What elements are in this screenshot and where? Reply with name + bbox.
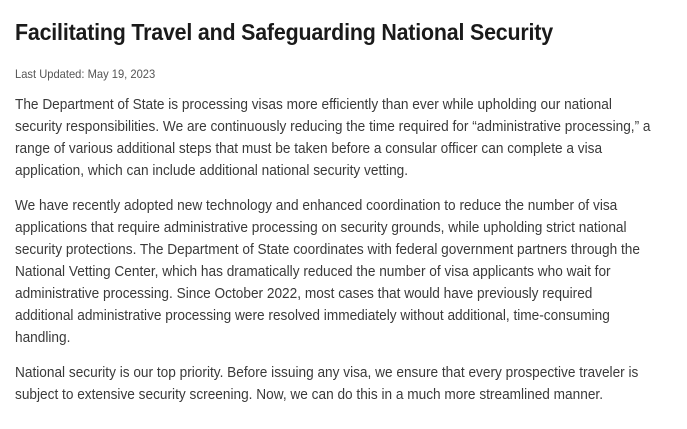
article-body <box>15 94 675 406</box>
paragraph-3: National security is our top priority. Before issuing any visa, we ensure that every prospective traveler is subject to extensive security screening. Now, we can do this in a much more streamlined manner. <box>15 364 639 403</box>
last-updated-date: Last Updated: May 19, 2023 <box>15 67 156 81</box>
paragraph-2: We have recently adopted new technology and enhanced coordination to reduce the number of visa applications that require administrative processing on security grounds, while upholding strict national security protections. The Department of State coordinates with federal government partners through the National Vetting Center, which has dramatically reduced the number of visa applicants who wait for administrative processing. Since October 2022, most cases that would have previously required additional administrative processing were resolved immediately without additional, time-consuming handling. <box>15 197 640 346</box>
paragraph-1: The Department of State is processing visas more efficiently than ever while upholding our national security responsibilities. We are continuously reducing the time required for “administrative processing,” a range of various additional steps that must be taken before a consular officer can complete a visa application, which can include additional national security vetting. <box>15 96 651 179</box>
page-title: Facilitating Travel and Safeguarding National Security <box>15 19 553 45</box>
